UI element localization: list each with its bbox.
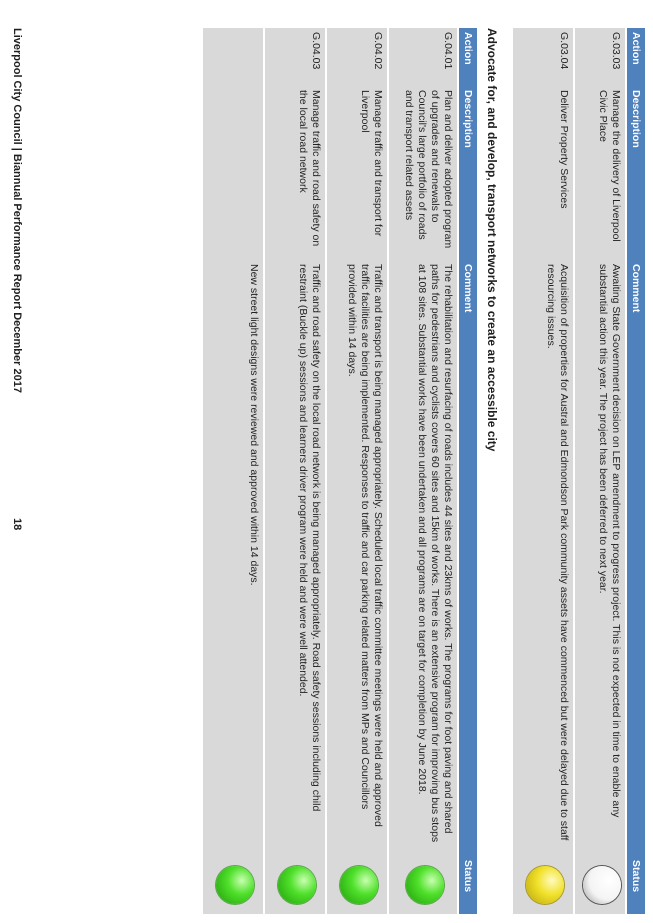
action-comment: Awaiting State Government decision on LEP amendment to progress project. This is not expected in time to enable any substantial action this year. The project has been deferred to next year. (575, 260, 625, 856)
header-status: Status (459, 856, 477, 914)
page-footer (11, 28, 23, 898)
page-number: 18 (11, 518, 23, 531)
header-description: Description (627, 86, 645, 260)
table-header-row (627, 28, 645, 914)
header-status: Status (627, 856, 645, 914)
action-code (203, 28, 263, 86)
table-row (203, 28, 263, 914)
table-row (575, 28, 625, 914)
status-light-icon (406, 866, 444, 904)
action-comment: The rehabilitation and resurfacing of roads includes 44 sites and 23kms of works. The programs for foot paving and shared paths for pedestrians and cyclists covers 60 sites and 15km of works. There is an extensive program for improving bus stops at 108 sites. Substantial works have been undertaken and all programs are on target for completion by June 2018. (389, 260, 457, 856)
table-row (265, 28, 325, 914)
status-light-icon (216, 866, 254, 904)
section-heading: Advocate for, and develop, transport networks to create an accessible city (485, 28, 499, 452)
action-description: Manage traffic and road safety on the local road network (265, 86, 325, 260)
status-light-icon (340, 866, 378, 904)
action-code: G.04.01 (389, 28, 457, 86)
table-row (389, 28, 457, 914)
action-description: Manage the delivery of Liverpool Civic Place (575, 86, 625, 260)
table-row (513, 28, 573, 914)
table-header-row (459, 28, 477, 914)
status-light-icon (526, 866, 564, 904)
status-cell (327, 856, 387, 914)
status-light-icon (278, 866, 316, 904)
action-code: G.03.03 (575, 28, 625, 86)
action-code: G.04.03 (265, 28, 325, 86)
status-cell (575, 856, 625, 914)
table-row (327, 28, 387, 914)
header-description: Description (459, 86, 477, 260)
status-cell (203, 856, 263, 914)
action-description: Deliver Property Services (513, 86, 573, 260)
actions-table-2 (201, 28, 479, 914)
action-description: Plan and deliver adopted program of upgrades and renewals to Council's large portfolio of roads and transport related assets (389, 86, 457, 260)
status-light-icon (583, 866, 621, 904)
header-comment: Comment (459, 260, 477, 856)
action-description: Manage traffic and transport for Liverpool (327, 86, 387, 260)
status-cell (513, 856, 573, 914)
header-action: Action (627, 28, 645, 86)
action-comment: Traffic and transport is being managed appropriately. Scheduled local traffic committee meetings were held and approved traffic facilities are being implemented. Responses to traffic and car parking related matters from MPs and Councillors provided within 14 days. (327, 260, 387, 856)
footer-title: Liverpool City Council | Biannual Performance Report December 2017 (11, 28, 23, 393)
status-cell (265, 856, 325, 914)
status-cell (389, 856, 457, 914)
action-code: G.04.02 (327, 28, 387, 86)
action-description (203, 86, 263, 260)
action-code: G.03.04 (513, 28, 573, 86)
header-comment: Comment (627, 260, 645, 856)
action-comment: New street light designs were reviewed and approved within 14 days. (203, 260, 263, 856)
action-comment: Traffic and road safety on the local road network is being managed appropriately. Road safety sessions including child restraint (Buckle up) sessions and learners driver program were held and were well attended. (265, 260, 325, 856)
actions-table-1 (511, 28, 647, 914)
action-comment: Acquisition of properties for Austral and Edmondson Park community assets have commenced but were delayed due to staff resourcing issues. (513, 260, 573, 856)
header-action: Action (459, 28, 477, 86)
